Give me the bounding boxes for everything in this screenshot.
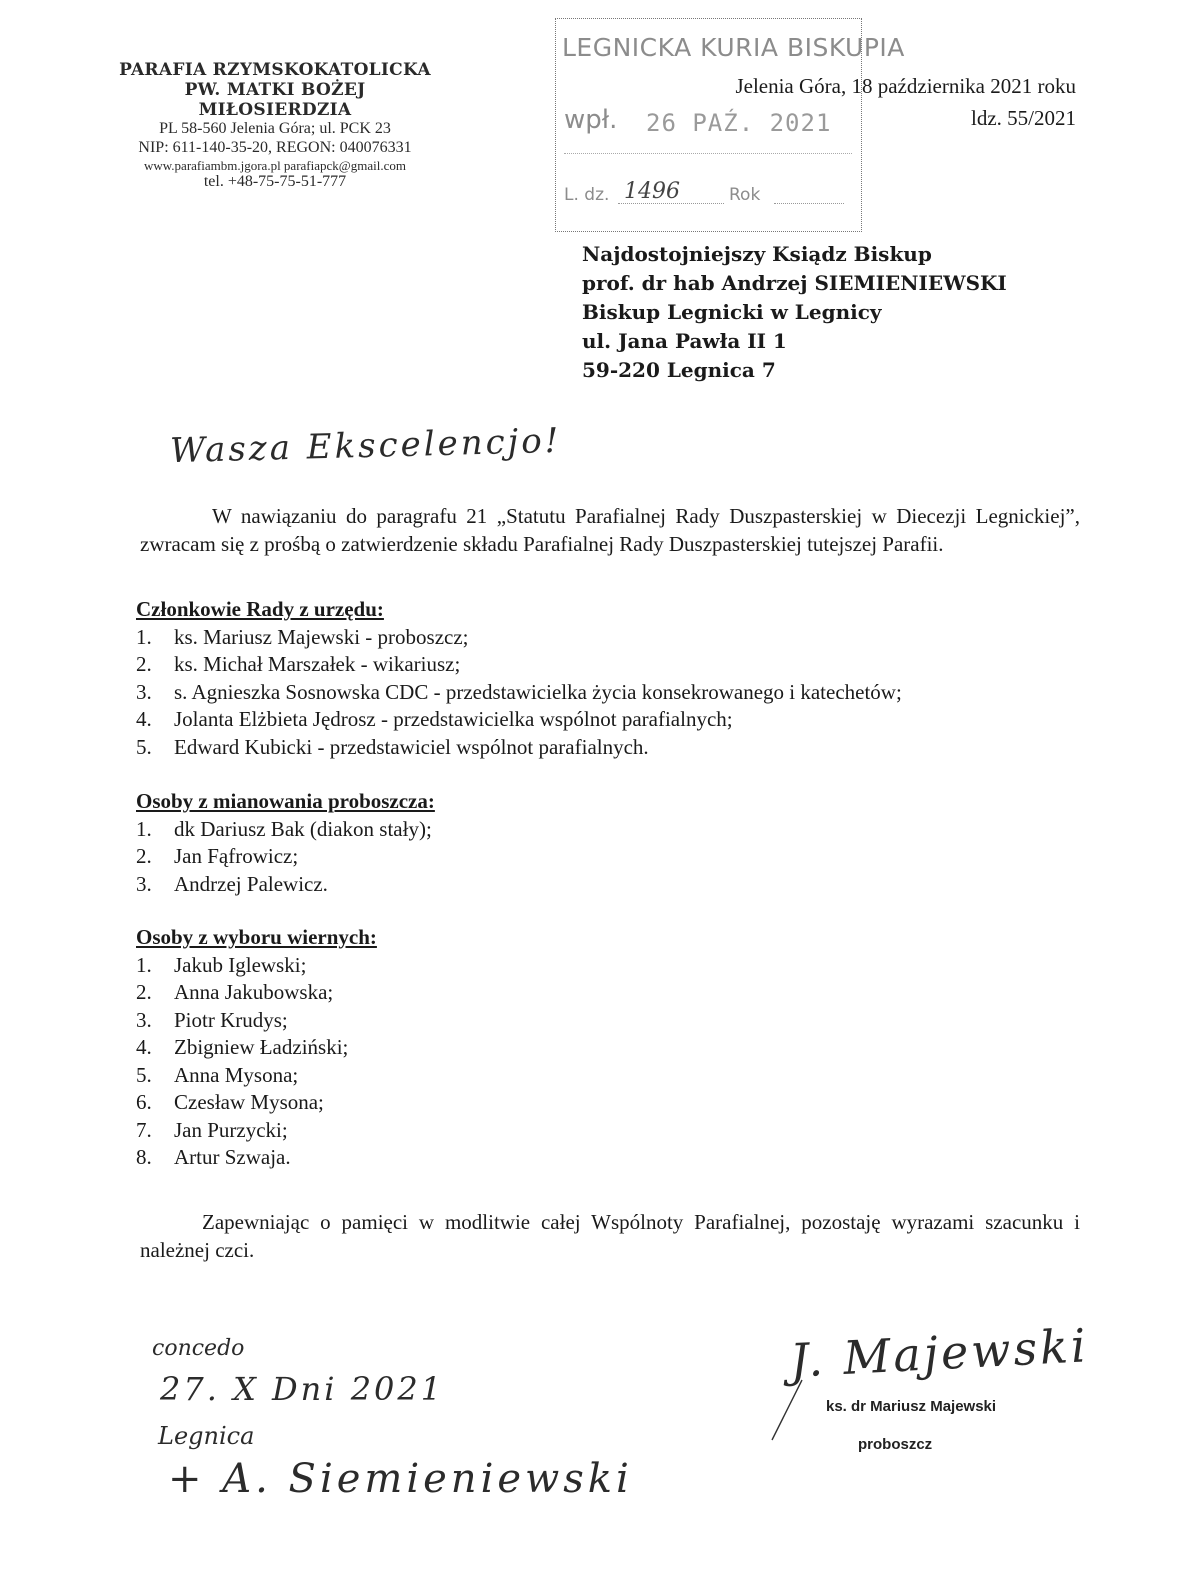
item-text: Anna Jakubowska; — [174, 980, 334, 1004]
list-item — [136, 651, 1076, 679]
addressee-block — [582, 240, 1007, 385]
item-text: ks. Mariusz Majewski - proboszcz; — [174, 624, 469, 649]
stamp-received-label: wpł. — [564, 105, 618, 135]
sender-header — [110, 60, 440, 192]
item-text: dk Dariusz Bak (diakon stały); — [174, 816, 432, 841]
approval-date: 27. X Dni 2021 — [160, 1370, 445, 1408]
signatory-title: proboszcz — [858, 1436, 933, 1453]
list-item — [136, 1007, 1076, 1035]
item-number: 3. — [136, 871, 152, 896]
signatory-name: ks. dr Mariusz Majewski — [826, 1398, 997, 1415]
item-number: 3. — [136, 1007, 152, 1032]
list-item — [136, 1034, 1076, 1062]
item-number: 1. — [136, 624, 152, 649]
item-text: Jakub Iglewski; — [174, 952, 307, 977]
item-number: 3. — [136, 679, 152, 704]
handwritten-signature: J. Majewski — [788, 1318, 1090, 1388]
item-text: Jan Fąfrowicz; — [174, 844, 299, 868]
list-item — [136, 1144, 1076, 1172]
list-item — [136, 1089, 1076, 1117]
item-number: 5. — [136, 1062, 152, 1087]
list-item — [136, 706, 1076, 734]
list-item — [136, 624, 1076, 652]
list-item — [136, 734, 1076, 762]
item-text: Artur Szwaja. — [174, 1145, 291, 1169]
section-elected — [136, 924, 1076, 1172]
addressee-line: Biskup Legnicki w Legnicy — [582, 300, 882, 324]
handwritten-salutation: Wasza Ekscelencjo! — [169, 420, 562, 472]
item-text: Zbigniew Ładziński; — [174, 1035, 349, 1059]
section-title: Członkowie Rady z urzędu: — [136, 597, 384, 621]
item-text: Piotr Krudys; — [174, 1007, 288, 1032]
stamp-divider — [564, 153, 852, 154]
item-text: Anna Mysona; — [174, 1062, 299, 1087]
item-text: Jan Purzycki; — [174, 1117, 288, 1142]
closing-paragraph: Zapewniając o pamięci w modlitwie całej Wspólnoty Parafialnej, pozostaję wyrazami szacunku i należnej czci. — [140, 1210, 1080, 1262]
item-number: 2. — [136, 980, 152, 1004]
section-title: Osoby z wyboru wiernych: — [136, 925, 377, 949]
approval-signature: + A. Siemieniewski — [168, 1456, 633, 1502]
item-number: 8. — [136, 1145, 152, 1169]
item-number: 2. — [136, 652, 152, 676]
parish-tax-ids: NIP: 611-140-35-20, REGON: 040076331 — [138, 139, 412, 157]
item-number: 4. — [136, 707, 152, 731]
item-number: 1. — [136, 816, 152, 841]
item-number: 7. — [136, 1117, 152, 1142]
item-number: 6. — [136, 1090, 152, 1114]
item-number: 1. — [136, 952, 152, 977]
addressee-line: prof. dr hab Andrzej SIEMIENIEWSKI — [582, 271, 1007, 295]
list-item — [136, 979, 1076, 1007]
list-item — [136, 871, 1076, 899]
approval-place: Legnica — [158, 1422, 255, 1450]
member-list — [136, 952, 1076, 1172]
parish-phone: tel. +48-75-75-51-777 — [203, 173, 347, 191]
list-item — [136, 1117, 1076, 1145]
item-text: Edward Kubicki - przedstawiciel wspólnot parafialnych. — [174, 734, 649, 759]
parish-name: PARAFIA RZYMSKOKATOLICKA — [119, 60, 431, 80]
approval-concedo: concedo — [152, 1336, 245, 1361]
addressee-line: Najdostojniejszy Ksiądz Biskup — [582, 242, 932, 266]
item-number: 5. — [136, 734, 152, 759]
letter-date: Jelenia Góra, 18 października 2021 roku — [735, 74, 1076, 98]
section-title: Osoby z mianowania proboszcza: — [136, 789, 435, 813]
stamp-ldz-label: L. dz. — [564, 185, 610, 205]
addressee-line: 59-220 Legnica 7 — [582, 358, 776, 382]
list-item — [136, 952, 1076, 980]
item-number: 4. — [136, 1035, 152, 1059]
item-text: Jolanta Elżbieta Jędrosz - przedstawicielka wspólnot parafialnych; — [174, 707, 733, 731]
signature-stroke — [766, 1376, 806, 1446]
stamp-year-label: Rok — [729, 185, 761, 205]
list-item — [136, 843, 1076, 871]
stamp-ldz-number: 1496 — [624, 179, 680, 204]
intro-paragraph: W nawiązaniu do paragrafu 21 „Statutu Parafialnej Rady Duszpasterskiej w Diecezji Legnickiej”, zwracam się z prośbą o zatwierdzenie składu Parafialnej Rady Duszpasterskiej tutejszej Parafii. — [140, 504, 1080, 556]
list-item — [136, 816, 1076, 844]
item-text: Czesław Mysona; — [174, 1090, 324, 1114]
parish-dedication: PW. MATKI BOŻEJ MIŁOSIERDZIA — [184, 80, 366, 121]
list-item — [136, 679, 1076, 707]
list-item — [136, 1062, 1076, 1090]
stamp-title: LEGNICKA KURIA BISKUPIA — [562, 33, 905, 62]
member-list — [136, 816, 1076, 899]
section-ex-officio — [136, 596, 1076, 761]
item-text: Andrzej Palewicz. — [174, 871, 328, 896]
parish-address: PL 58-560 Jelenia Góra; ul. PCK 23 — [159, 120, 391, 138]
letter-reference: ldz. 55/2021 — [971, 106, 1076, 130]
addressee-line: ul. Jana Pawła II 1 — [582, 329, 787, 353]
parish-web-email: www.parafiambm.jgora.pl parafiapck@gmail.com — [143, 157, 406, 173]
item-number: 2. — [136, 844, 152, 868]
section-appointed — [136, 788, 1076, 898]
member-list — [136, 624, 1076, 762]
stamp-received-date: 26 PAŹ. 2021 — [646, 109, 832, 137]
stamp-year-dots — [774, 203, 844, 204]
item-text: s. Agnieszka Sosnowska CDC - przedstawicielka życia konsekrowanego i katechetów; — [174, 679, 902, 704]
item-text: ks. Michał Marszałek - wikariusz; — [174, 652, 461, 676]
